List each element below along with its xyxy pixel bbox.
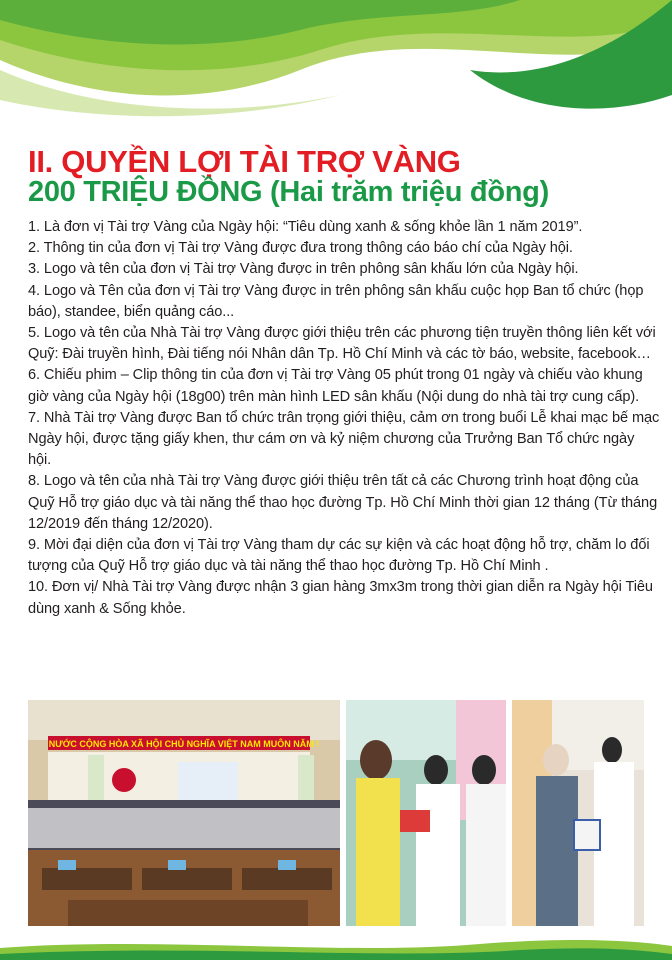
list-item: 4. Logo và Tên của đơn vị Tài trợ Vàng được in trên phông sân khấu cuộc họp Ban tổ chức (họp báo), standee, biển quảng cáo...	[28, 282, 644, 320]
bottom-wave-decoration	[0, 934, 672, 960]
section-subtitle: 200 TRIỆU ĐỒNG (Hai trăm triệu đồng)	[28, 176, 549, 208]
top-wave-decoration	[0, 0, 672, 140]
list-item: 2. Thông tin của đơn vị Tài trợ Vàng được đưa trong thông cáo báo chí của Ngày hội.	[28, 240, 573, 257]
list-item: 1. Là đơn vị Tài trợ Vàng của Ngày hội: “Tiêu dùng xanh & sống khỏe lần 1 năm 2019”.	[28, 219, 583, 235]
certificate-photo	[512, 700, 644, 926]
event-photos	[28, 700, 644, 926]
list-item: 10. Đơn vị/ Nhà Tài trợ Vàng được nhận 3 gian hàng 3mx3m trong thời gian diễn ra Ngày hội Tiêu dùng xanh & Sống khỏe.	[28, 579, 653, 617]
list-item: 3. Logo và tên của đơn vị Tài trợ Vàng được in trên phông sân khấu lớn của Ngày hội.	[28, 261, 579, 278]
list-item: 9. Mời đại diện của đơn vị Tài trợ Vàng tham dự các sự kiện và các hoạt động hỗ trợ, chăm lo đối tượng của Quỹ Hỗ trợ giáo dục và tài năng thể thao học đường Tp. Hồ Chí Minh .	[28, 537, 650, 575]
benefit-list	[28, 217, 660, 620]
list-item: 8. Logo và tên của nhà Tài trợ Vàng được giới thiệu trên tất cả các Chương trình hoạt động của Quỹ Hỗ trợ giáo dục và tài năng thể thao học đường Tp. Hồ Chí Minh thời gian 12 tháng (Từ tháng 12/2019 đến tháng 12/2020).	[28, 473, 658, 532]
section-title: II. QUYỀN LỢI TÀI TRỢ VÀNG	[28, 144, 461, 179]
gift-handover-photo	[346, 700, 506, 926]
photo-banner-text: NƯỚC CỘNG HÒA XÃ HỘI CHỦ NGHĨA VIỆT NAM MUÔN NĂM !	[48, 739, 320, 749]
list-item: 6. Chiếu phim – Clip thông tin của đơn vị Tài trợ Vàng 05 phút trong 01 ngày và chiếu vào khung giờ vàng của Ngày hội (18g00) trên màn hình LED sân khấu (Nội dung do nhà tài trợ cung cấp).	[28, 367, 643, 405]
group-photo	[28, 700, 340, 926]
list-item: 7. Nhà Tài trợ Vàng được Ban tổ chức trân trọng giới thiệu, cảm ơn trong buổi Lễ khai mạc bế mạc Ngày hội, được tặng giấy khen, thư cám ơn và kỷ niệm chương của Trưởng Ban Tổ chức ngày hội.	[28, 409, 660, 469]
list-item: 5. Logo và tên của Nhà Tài trợ Vàng được giới thiệu trên các phương tiện truyền thông liên kết với Quỹ: Đài truyền hình, Đài tiếng nói Nhân dân Tp. Hồ Chí Minh và các tờ báo, website, facebook…	[28, 325, 656, 363]
